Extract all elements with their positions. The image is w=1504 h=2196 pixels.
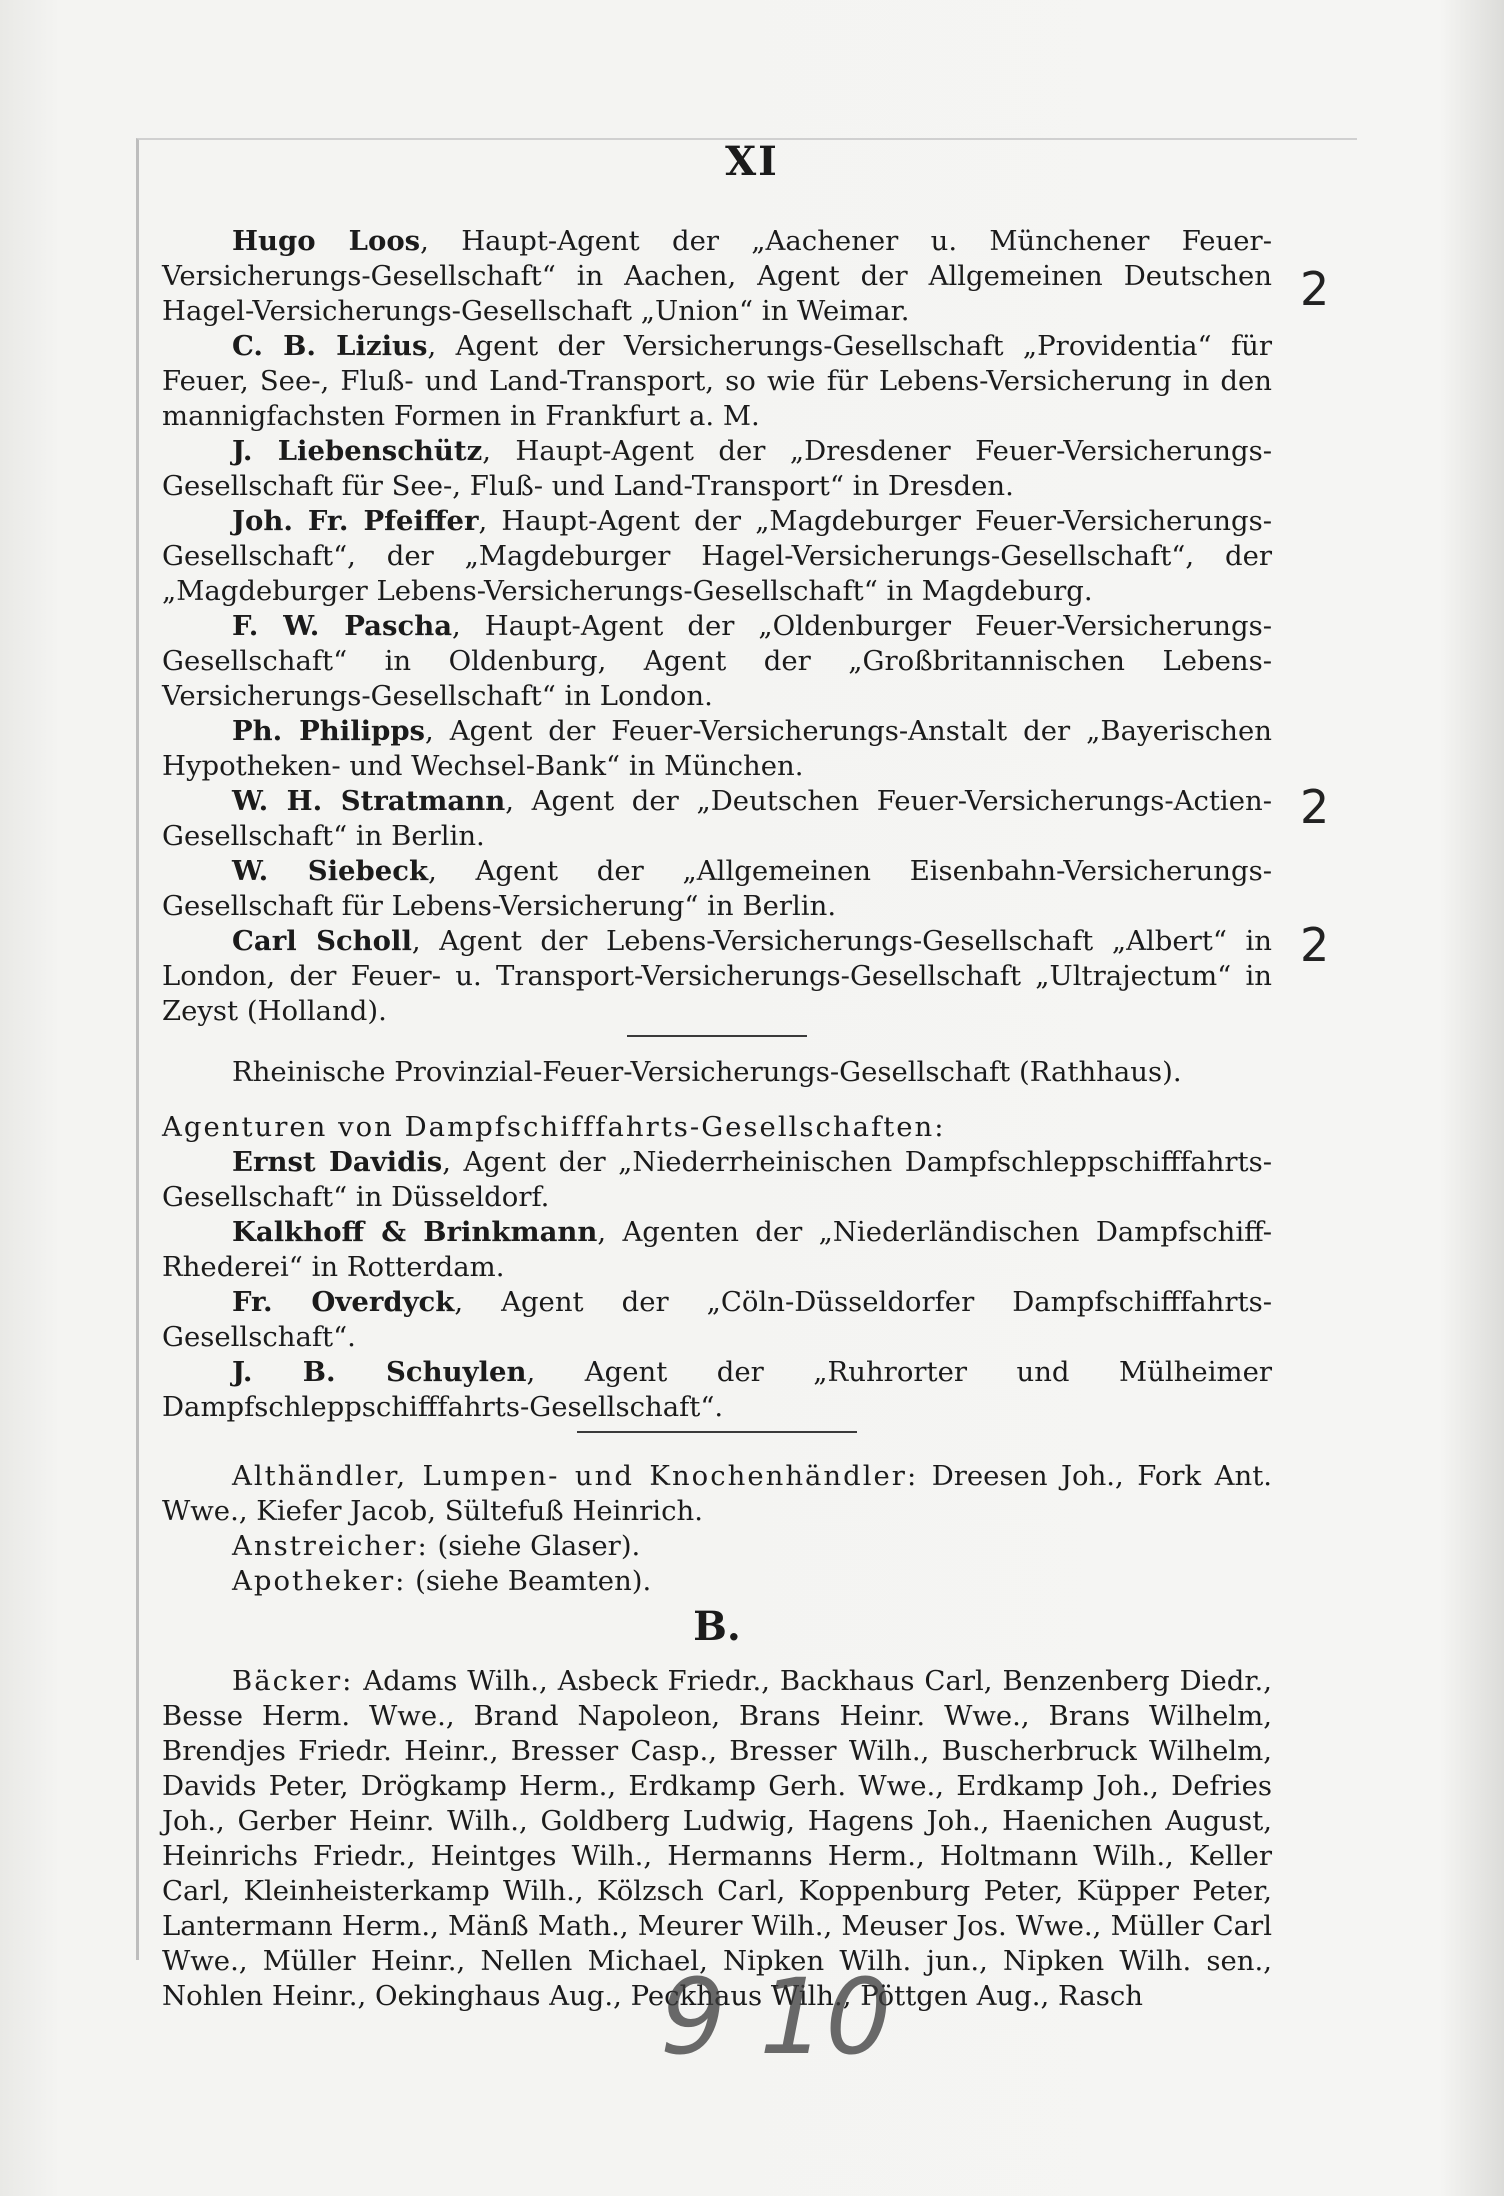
entry-name: Hugo Loos — [232, 225, 421, 257]
trade-label: Apotheker: — [232, 1565, 407, 1597]
entry-kalkhoff — [162, 1215, 1272, 1285]
entry-name: C. B. Lizius — [232, 330, 428, 362]
entry-text: , Agent der Lebens-Versicherungs-Gesellschaft „Albert“ in London, der Feuer- u. Transport-Versicherungs-Gesellschaft „Ultrajectum“ in Zeyst (Holland). — [162, 925, 1272, 1027]
entry-philipps — [162, 714, 1272, 784]
trade-label: Althändler, Lumpen- und Knochenhändler: — [232, 1460, 919, 1492]
trade-text: (siehe Beamten). — [406, 1565, 652, 1597]
rheinische-entry: Rheinische Provinzial-Feuer-Versicherungs-Gesellschaft (Rathhaus). — [232, 1056, 1182, 1088]
entry-name: W. Siebeck — [232, 855, 429, 887]
entry-name: Fr. Overdyck — [232, 1286, 455, 1318]
document-body — [162, 224, 1272, 2014]
entry-text: , Agent der „Deutschen Feuer-Versicherungs-Actien-Gesellschaft“ in Berlin. — [162, 785, 1272, 852]
trade-text: (siehe Glaser). — [428, 1530, 641, 1562]
entry-text: , Agent der Feuer-Versicherungs-Anstalt der „Bayerischen Hypotheken- und Wechsel-Bank“ in München. — [162, 715, 1272, 782]
entry-name: Ph. Philipps — [232, 715, 426, 747]
entry-text: , Agent der „Allgemeinen Eisenbahn-Versicherungs-Gesellschaft für Lebens-Versicherung“ in Berlin. — [162, 855, 1272, 922]
entry-name: J. B. Schuylen — [232, 1356, 527, 1388]
margin-note: 2 — [1300, 780, 1330, 834]
entry-davidis — [162, 1145, 1272, 1215]
entry-text: , Agent der „Cöln-Düsseldorfer Dampfschifffahrts-Gesellschaft“. — [162, 1286, 1272, 1353]
entry-pascha — [162, 609, 1272, 714]
entry-name: Carl Scholl — [232, 925, 412, 957]
page-number: XI — [725, 138, 779, 185]
entry-anstreicher — [162, 1529, 1272, 1564]
margin-note: 2 — [1300, 262, 1330, 316]
dampf-heading: Agenturen von Dampfschifffahrts-Gesellschaften: — [162, 1111, 946, 1143]
entry-text: , Haupt-Agent der „Oldenburger Feuer-Versicherungs-Gesellschaft“ in Oldenburg, Agent der „Großbritannischen Lebens-Versicherungs-Gesellschaft“ in London. — [162, 610, 1273, 712]
entry-name: Joh. Fr. Pfeiffer — [232, 505, 479, 537]
trade-label: Bäcker: — [232, 1665, 354, 1697]
trade-text: Adams Wilh., Asbeck Friedr., Backhaus Carl, Benzenberg Diedr., Besse Herm. Wwe., Brand Napoleon, Brans Heinr. Wwe., Brans Wilhelm, Brendjes Friedr. Heinr., Bresser Casp., Bresser Wilh., Buscherbruck Wilhelm, Davids Peter, Drögkamp Herm., Erdkamp Gerh. Wwe., Erdkamp Joh., Defries Joh., Gerber Heinr. Wilh., Goldberg Ludwig, Hagens Joh., Haenichen August, Heinrichs Friedr., Heintges Wilh., Hermanns Herm., Holtmann Wilh., Keller Carl, Kleinheisterkamp Wilh., Kölzsch Carl, Koppenburg Peter, Küpper Peter, Lantermann Herm., Mänß Math., Meurer Wilh., Meuser Jos. Wwe., Müller Carl Wwe., Müller Heinr., Nellen Michael, Nipken Wilh. jun., Nipken Wilh. sen., Nohlen Heinr., Oekinghaus Aug., Peckhaus Wilh., Pöttgen Aug., Rasch — [162, 1665, 1272, 2012]
entry-apotheker — [162, 1564, 1272, 1599]
entry-name: W. H. Stratmann — [232, 785, 506, 817]
section-letter-b: B. — [693, 1603, 741, 1650]
entry-name: Ernst Davidis — [232, 1146, 443, 1178]
entry-overdyck — [162, 1285, 1272, 1355]
margin-note: 2 — [1300, 918, 1330, 972]
section-divider — [577, 1431, 857, 1433]
entry-name: F. W. Pascha — [232, 610, 453, 642]
entry-text: , Agent der „Ruhrorter und Mülheimer Dampfschleppschifffahrts-Gesellschaft“. — [162, 1356, 1272, 1423]
entry-hugo-loos — [162, 224, 1272, 329]
entry-text: , Agenten der „Niederländischen Dampfschiff-Rhederei“ in Rotterdam. — [162, 1216, 1272, 1283]
entry-schuylen — [162, 1355, 1272, 1425]
entry-text: , Agent der „Niederrheinischen Dampfschleppschifffahrts-Gesellschaft“ in Düsseldorf. — [162, 1146, 1273, 1213]
pencil-annotation: 9 10 — [660, 1956, 892, 2078]
entry-althaendler — [162, 1459, 1272, 1529]
entry-pfeiffer — [162, 504, 1272, 609]
entry-text: , Agent der Versicherungs-Gesellschaft „Providentia“ für Feuer, See-, Fluß- und Land-Transport, so wie für Lebens-Versicherung in den mannigfachsten Formen in Frankfurt a. M. — [162, 330, 1272, 432]
entry-text: , Haupt-Agent der „Magdeburger Feuer-Versicherungs-Gesellschaft“, der „Magdeburger Hagel-Versicherungs-Gesellschaft“, der „Magdeburger Lebens-Versicherungs-Gesellschaft“ in Magdeburg. — [162, 505, 1272, 607]
entry-scholl — [162, 924, 1272, 1029]
entry-stratmann — [162, 784, 1272, 854]
entry-text: , Haupt-Agent der „Dresdener Feuer-Versicherungs-Gesellschaft für See-, Fluß- und Land-Transport“ in Dresden. — [162, 435, 1272, 502]
entry-name: J. Liebenschütz — [232, 435, 483, 467]
entry-siebeck — [162, 854, 1272, 924]
trade-label: Anstreicher: — [232, 1530, 429, 1562]
trade-text: Dreesen Joh., Fork Ant. Wwe., Kiefer Jacob, Sültefuß Heinrich. — [162, 1460, 1273, 1527]
section-divider — [627, 1035, 807, 1037]
entry-liebenschuetz — [162, 434, 1272, 504]
entry-text: , Haupt-Agent der „Aachener u. Münchener Feuer-Versicherungs-Gesellschaft“ in Aachen, Agent der Allgemeinen Deutschen Hagel-Versicherungs-Gesellschaft „Union“ in Weimar. — [162, 225, 1272, 327]
entry-lizius — [162, 329, 1272, 434]
entry-name: Kalkhoff & Brinkmann — [232, 1216, 598, 1248]
